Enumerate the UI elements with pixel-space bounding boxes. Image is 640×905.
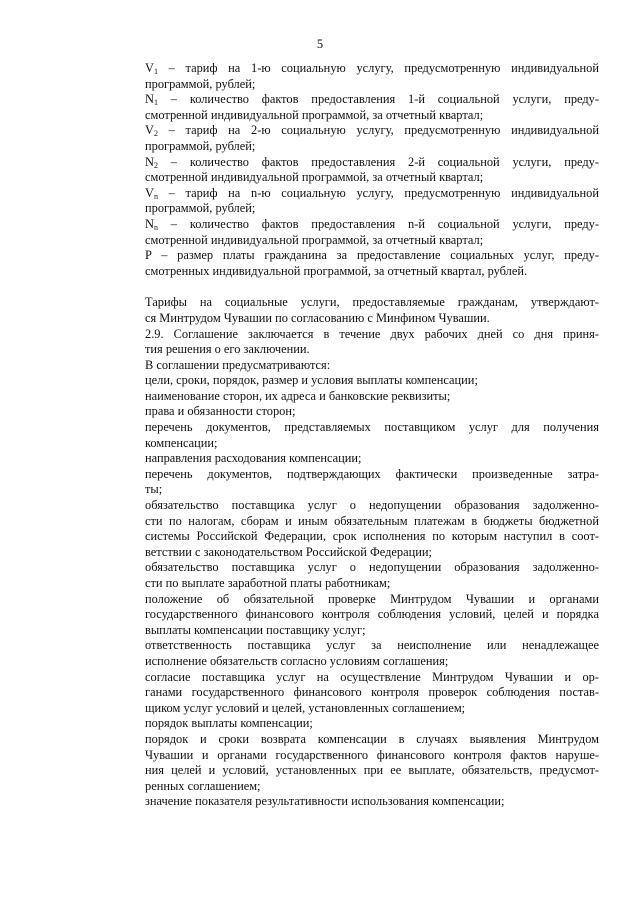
- formula-symbol: N: [145, 216, 154, 231]
- paragraph: [115, 560, 599, 591]
- formula-definition: [115, 248, 599, 279]
- paragraph: [115, 638, 599, 669]
- text-line: [115, 233, 599, 249]
- page-number: 5: [316, 37, 324, 51]
- formula-subscript: 1: [153, 67, 158, 76]
- text-line: ганами государственного финансового контроля проверок соблюдения постав-: [145, 685, 599, 700]
- line-text: программой, рублей;: [145, 201, 256, 216]
- formula-subscript: n: [153, 191, 158, 201]
- formula-definition: [115, 217, 599, 248]
- text-line: [115, 217, 599, 233]
- paragraph: [115, 716, 599, 732]
- formula-symbol: N: [145, 154, 154, 169]
- paragraph: [115, 467, 599, 498]
- text-line: наименование сторон, их адреса и банковские реквизиты;: [145, 388, 451, 403]
- text-line: порядок выплаты компенсации;: [145, 716, 313, 731]
- formula-definition: [115, 186, 599, 217]
- text-line: [115, 264, 599, 280]
- text-line: исполнение обязательств согласно условиям соглашения;: [145, 653, 449, 668]
- formula-definitions: [115, 61, 599, 279]
- text-line: [115, 139, 599, 155]
- formula-subscript: n: [153, 222, 158, 232]
- formula-symbol: V: [145, 123, 154, 138]
- paragraph: [115, 451, 599, 467]
- text-line: системы Российской Федерации, срок исполнения по которым наступил в соот-: [145, 529, 599, 544]
- text-line: [115, 201, 599, 217]
- paragraph-list: [115, 295, 599, 810]
- formula-subscript: 2: [153, 129, 158, 139]
- text-line: государственного финансового контроля соблюдения условий, целей и порядка: [145, 607, 599, 622]
- text-line: ния целей и условий, установленных при ее выплате, обязательств, предусмот-: [145, 763, 599, 778]
- text-line: Чувашии и органами государственного финансового контроля фактов наруше-: [145, 747, 599, 762]
- paragraph: [115, 327, 599, 358]
- text-line: значение показателя результативности использования компенсации;: [145, 794, 505, 809]
- formula-definition: [115, 61, 599, 92]
- text-line: [115, 123, 599, 139]
- line-text: – количество фактов предоставления 1-й социальной услуги, преду-: [157, 92, 599, 107]
- paragraph: [115, 389, 599, 405]
- text-line: ответственность поставщика услуг за неисполнение или ненадлежащее: [145, 638, 599, 653]
- text-line: [115, 92, 599, 108]
- line-text: – тариф на n-ю социальную услугу, предусмотренную индивидуальной: [157, 185, 599, 200]
- text-line: ренных соглашением;: [145, 778, 261, 793]
- line-text: смотренной индивидуальной программой, за отчетный квартал;: [145, 232, 484, 247]
- line-text: – тариф на 2-ю социальную услугу, предусмотренную индивидуальной: [157, 123, 599, 138]
- paragraph: [115, 794, 599, 810]
- paragraph: [115, 732, 599, 794]
- line-text: – количество фактов предоставления n-й социальной услуги, преду-: [157, 216, 599, 231]
- paragraph: [115, 295, 599, 326]
- formula-symbol: N: [145, 92, 154, 107]
- formula-symbol: V: [145, 61, 154, 75]
- text-line: 2.9. Соглашение заключается в течение двух рабочих дней со дня приня-: [145, 326, 599, 341]
- line-text: программой, рублей;: [145, 138, 256, 153]
- text-line: [115, 108, 599, 124]
- text-line: обязательство поставщика услуг о недопущении образования задолженно-: [145, 560, 599, 575]
- text-line: сти по выплате заработной платы работникам;: [145, 576, 391, 590]
- text-line: [115, 61, 599, 77]
- formula-definition: [115, 92, 599, 123]
- text-line: согласие поставщика услуг на осуществление Минтрудом Чувашии и ор-: [145, 669, 599, 684]
- formula-definition: [115, 123, 599, 154]
- text-line: [115, 248, 599, 264]
- line-text: – размер платы гражданина за предоставление социальных услуг, преду-: [151, 248, 599, 263]
- document-body: [115, 61, 599, 810]
- text-line: В соглашении предусматриваются:: [145, 357, 331, 372]
- formula-definition: [115, 155, 599, 186]
- line-text: смотренных индивидуальной программой, за отчетный квартал, рублей.: [145, 263, 528, 278]
- text-line: порядок и сроки возврата компенсации в случаях выявления Минтрудом: [145, 731, 599, 746]
- text-line: ты;: [145, 482, 163, 497]
- paragraph: [115, 358, 599, 374]
- text-line: Тарифы на социальные услуги, предоставляемые гражданам, утверждают-: [145, 295, 599, 310]
- text-line: щиком услуг условий и целей, установленных соглашением;: [145, 700, 466, 715]
- line-text: программой, рублей;: [145, 76, 256, 91]
- paragraph: [115, 373, 599, 389]
- text-line: ветствии с законодательством Российской Федерации;: [145, 544, 432, 559]
- text-line: перечень документов, представляемых поставщиком услуг для получения: [145, 420, 599, 435]
- text-line: сти по налогам, сборам и иным обязательным платежам в бюджеты бюджетной: [145, 513, 599, 528]
- text-line: [115, 77, 599, 93]
- text-line: права и обязанности сторон;: [145, 404, 296, 419]
- text-line: [115, 170, 599, 186]
- formula-symbol: P: [145, 248, 152, 263]
- text-line: обязательство поставщика услуг о недопущении образования задолженно-: [145, 498, 599, 513]
- line-text: – тариф на 1-ю социальную услугу, предусмотренную индивидуальной: [157, 61, 599, 75]
- text-line: [115, 186, 599, 202]
- line-text: смотренной индивидуальной программой, за отчетный квартал;: [145, 107, 484, 122]
- line-text: смотренной индивидуальной программой, за отчетный квартал;: [145, 170, 484, 185]
- paragraph: [115, 670, 599, 717]
- text-line: компенсации;: [145, 435, 218, 450]
- paragraph: [115, 404, 599, 420]
- line-text: – количество фактов предоставления 2-й социальной услуги, преду-: [157, 154, 599, 169]
- text-line: ся Минтрудом Чувашии по согласованию с Минфином Чувашии.: [145, 310, 490, 325]
- text-line: [115, 155, 599, 171]
- text-line: положение об обязательной проверке Минтрудом Чувашии и органами: [145, 591, 599, 606]
- section-gap: [115, 279, 599, 295]
- text-line: выплаты компенсации поставщику услуг;: [145, 622, 366, 637]
- formula-symbol: V: [145, 185, 154, 200]
- text-line: направления расходования компенсации;: [145, 451, 362, 466]
- formula-subscript: 2: [153, 160, 158, 170]
- text-line: цели, сроки, порядок, размер и условия выплаты компенсации;: [145, 373, 478, 388]
- paragraph: [115, 498, 599, 560]
- text-line: тия решения о его заключении.: [145, 342, 310, 357]
- formula-subscript: 1: [153, 98, 158, 108]
- paragraph: [115, 420, 599, 451]
- text-line: перечень документов, подтверждающих фактически произведенные затра-: [145, 466, 599, 481]
- paragraph: [115, 592, 599, 639]
